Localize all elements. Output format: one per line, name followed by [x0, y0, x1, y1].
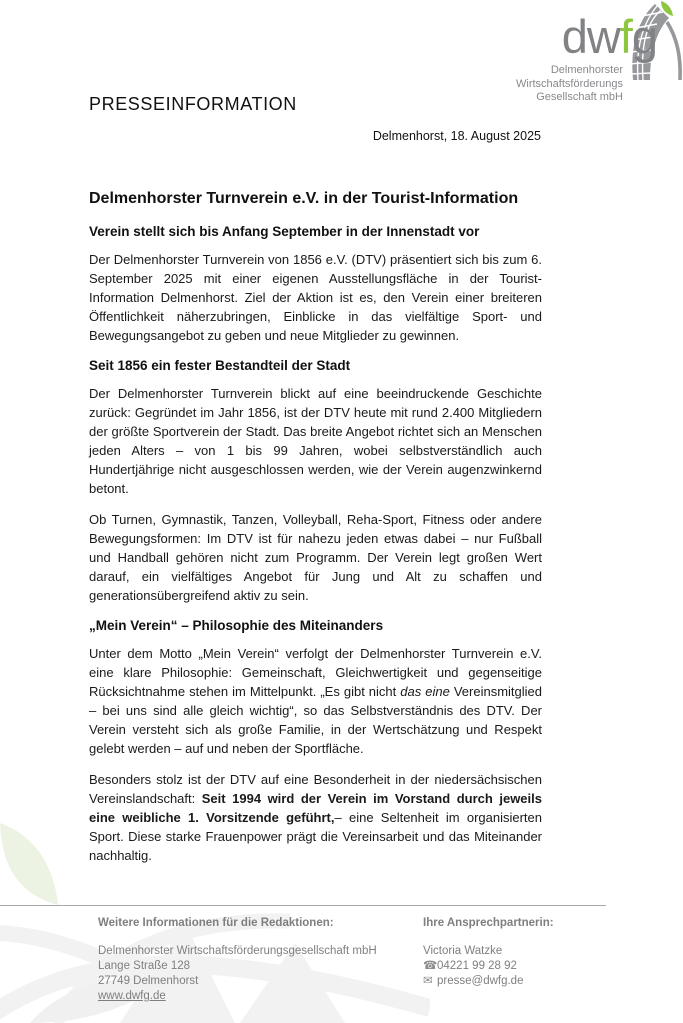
contact-email: presse@dwfg.de — [437, 975, 524, 987]
contact-name: Victoria Watzke — [423, 945, 503, 957]
footer-right-heading: Ihre Ansprechpartnerin: — [423, 917, 554, 929]
contact-email-row — [423, 974, 643, 989]
paragraph-philosophy-text: Unter dem Motto „Mein Verein“ verfolgt der Delmenhorster Turnverein e.V. eine klare Philosophie: Gemeinschaft, Gleichwertigkeit und gegenseitige Rücksichtnahme stehen im Mittelpunkt. „Es gibt nicht — [89, 646, 542, 699]
logo-subtitle-line: Wirtschaftsförderungs — [516, 77, 623, 90]
paragraph-chairwomen-text: Besonders stolz ist der DTV auf eine Besonderheit in der niedersächsischen Vereinslandschaft: — [89, 772, 542, 806]
footer-company: Delmenhorster Wirtschaftsförderungsgesellschaft mbH — [98, 945, 377, 957]
paragraph-offer: Ob Turnen, Gymnastik, Tanzen, Volleyball, Reha-Sport, Fitness oder andere Bewegungsformen: Im DTV ist für nahezu jeden etwas dabei – nur Fußball und Handball gehören nicht zum Programm. Der Verein legt großen Wert darauf, ein vielfältiges Angebot für Jung und Alt zu schaffen und generationsübergreifend aktiv zu sein. — [89, 512, 542, 603]
logo-word-part2: g — [631, 10, 657, 63]
article-body — [89, 188, 542, 877]
contact-phone: 04221 99 28 92 — [437, 960, 517, 972]
paragraph-chairwomen-bold: Seit 1994 wird der Verein im Vorstand durch jeweils eine weibliche 1. Vorsitzende geführt, — [89, 791, 542, 825]
footer-street: Lange Straße 128 — [98, 960, 191, 972]
website-link[interactable]: www.dwfg.de — [98, 990, 166, 1002]
section-heading-philosophy: „Mein Verein“ – Philosophie des Miteinanders — [89, 618, 384, 633]
logo-subtitle — [516, 64, 659, 105]
article-subtitle: Verein stellt sich bis Anfang September in der Innenstadt vor — [89, 224, 480, 239]
dateline: Delmenhorst, 18. August 2025 — [372, 129, 541, 143]
dwfg-logo — [516, 10, 659, 105]
paragraph-philosophy-italic: das eine — [400, 684, 450, 699]
article-title: Delmenhorster Turnverein e.V. in der Tourist-Information — [89, 190, 519, 207]
press-info-label: PRESSEINFORMATION — [89, 94, 297, 114]
footer-left-heading: Weitere Informationen für die Redaktionen: — [98, 917, 334, 929]
logo-word-accent: f — [619, 10, 632, 63]
footer-editorial-info — [98, 916, 418, 1004]
paragraph-intro: Der Delmenhorster Turnverein von 1856 e.V. (DTV) präsentiert sich bis zum 6. September 2025 mit einer eigenen Ausstellungsfläche in der Tourist-Information Delmenhorst. Ziel der Aktion ist es, den Verein einer breiteren Öffentlichkeit näherzubringen, Einblicke in das vielfältige Sport- und Bewegungsangebot zu geben und neue Mitglieder zu gewinnen. — [89, 252, 542, 343]
section-heading-history: Seit 1856 ein fester Bestandteil der Stadt — [89, 358, 351, 373]
footer-city: 27749 Delmenhorst — [98, 975, 199, 987]
logo-wordmark — [516, 10, 659, 63]
paragraph-history: Der Delmenhorster Turnverein blickt auf eine beeindruckende Geschichte zurück: Gegründet im Jahr 1856, ist der DTV heute mit rund 2.400 Mitgliedern der größte Sportverein der Stadt. Das breite Angebot richtet sich an Menschen jeden Alters – von 1 bis 99 Jahren, wobei selbstverständlich auch Hundertjährige nicht ausgeschlossen werden, wie der Verein augenzwinkernd betont. — [89, 386, 542, 496]
paragraph-chairwomen-text: – eine Seltenheit im organisierten Sport. Diese starke Frauenpower prägt die Vereinsarbeit und das Miteinander nachhaltig. — [89, 810, 542, 863]
logo-subtitle-line: Gesellschaft mbH — [536, 91, 623, 103]
logo-subtitle-line: Delmenhorster — [550, 64, 623, 76]
email-icon: ✉ — [423, 975, 433, 987]
logo-word-part1: dw — [561, 10, 620, 63]
phone-icon: ☎ — [423, 960, 438, 972]
footer-contact-info — [423, 916, 643, 989]
footer-divider — [0, 905, 606, 906]
paragraph-philosophy-text: Vereinsmitglied – bei uns sind alle gleich wichtig“, so das Selbstverständnis des DTV. Der Verein versteht sich als große Familie, in der Wertschätzung und Respekt gelebt werden – auf und neben der Sportfläche. — [89, 684, 542, 756]
contact-phone-row — [423, 959, 643, 974]
paragraph-chairwomen — [89, 770, 542, 865]
paragraph-philosophy — [89, 644, 542, 758]
